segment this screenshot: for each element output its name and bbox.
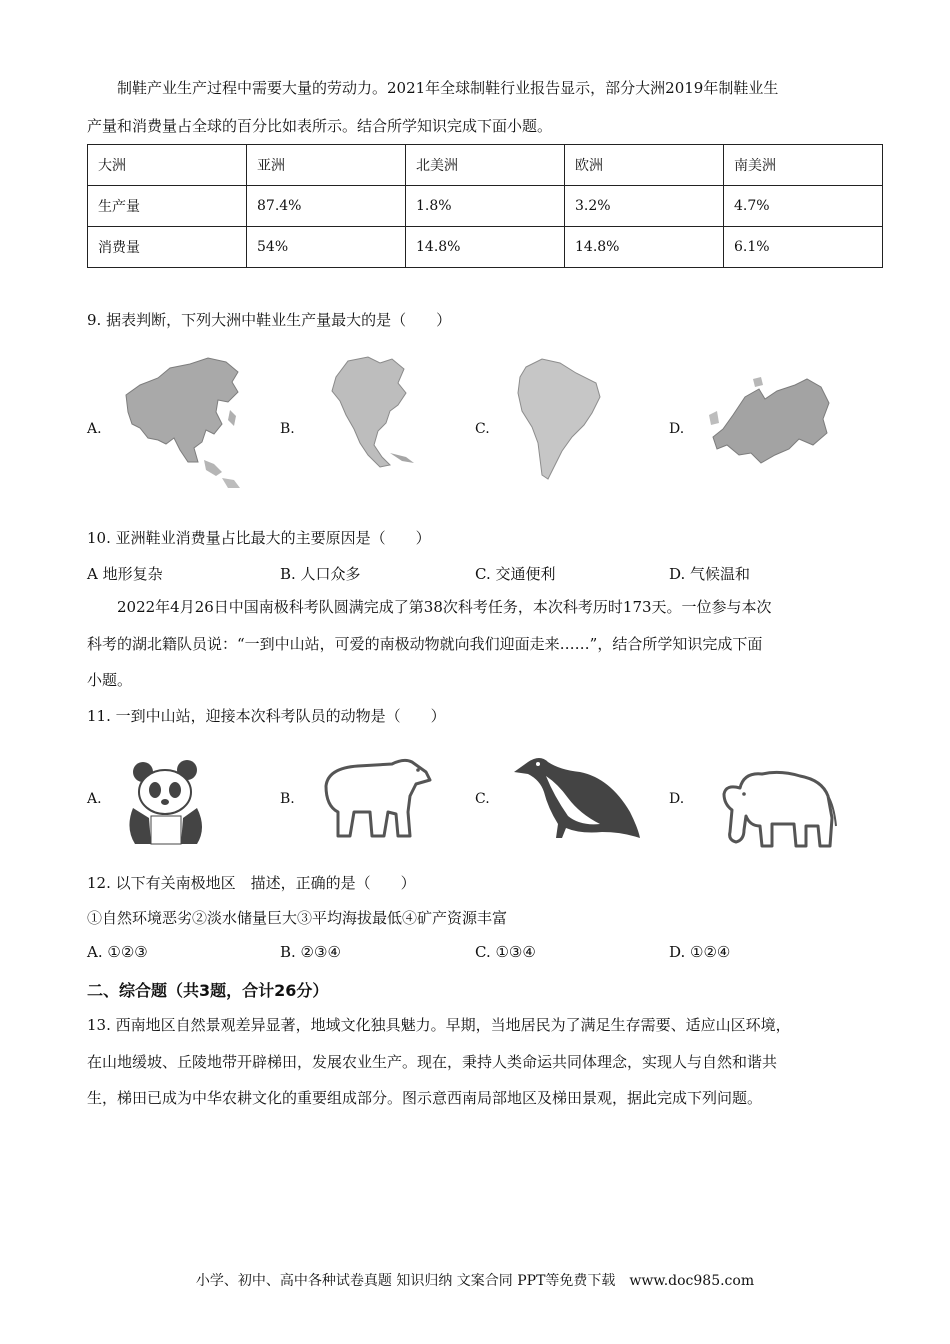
q12-statements: ①自然环境恶劣②淡水储量巨大③平均海拔最低④矿产资源丰富 bbox=[87, 909, 508, 927]
q12-options bbox=[87, 943, 887, 963]
south-america-map-icon bbox=[512, 355, 604, 483]
shoe-industry-table bbox=[87, 144, 883, 268]
q13-line-3: 生，梯田已成为中华农耕文化的重要组成部分。图示意西南局部地区及梯田景观，据此完成下列问题。 bbox=[87, 1089, 763, 1107]
q11-option-c-letter: C. bbox=[475, 791, 490, 807]
q10-stem: 10. 亚洲鞋业消费量占比最大的主要原因是（ ） bbox=[87, 529, 431, 547]
q12-option-b: B. ②③④ bbox=[280, 943, 341, 961]
table-header-cell: 大洲 bbox=[88, 145, 247, 186]
table-cell: 生产量 bbox=[88, 186, 247, 227]
table-header-cell: 亚洲 bbox=[247, 145, 406, 186]
section-heading: 二、综合题（共3题，合计26分） bbox=[87, 981, 329, 1000]
elephant-icon bbox=[710, 766, 838, 850]
q12-option-a: A. ①②③ bbox=[87, 943, 148, 961]
table-cell: 54% bbox=[247, 227, 406, 268]
q13-line-2: 在山地缓坡、丘陵地带开辟梯田，发展农业生产。现在，秉持人类命运共同体理念，实现人与自然和谐共 bbox=[87, 1053, 778, 1071]
table-cell: 14.8% bbox=[406, 227, 565, 268]
q10-options bbox=[87, 563, 887, 583]
q9-option-a-letter: A. bbox=[87, 421, 102, 437]
table-cell: 6.1% bbox=[724, 227, 883, 268]
intro-line-1: 制鞋产业生产过程中需要大量的劳动力。2021年全球制鞋行业报告显示，部分大洲2019年制鞋业生 bbox=[117, 79, 779, 97]
q9-option-c-letter: C. bbox=[475, 421, 490, 437]
q9-option-b-letter: B. bbox=[280, 421, 295, 437]
panda-icon bbox=[125, 758, 207, 846]
table-row bbox=[88, 227, 883, 268]
page-footer: 小学、初中、高中各种试卷真题 知识归纳 文案合同 PPT等免费下载 www.doc985.com bbox=[195, 1273, 755, 1289]
penguin-icon bbox=[510, 752, 642, 844]
q10-option-b: B. 人口众多 bbox=[280, 565, 361, 583]
north-america-map-icon bbox=[318, 353, 418, 473]
q9-stem: 9. 据表判断，下列大洲中鞋业生产量最大的是（ ） bbox=[87, 311, 452, 329]
q10-option-d: D. 气候温和 bbox=[669, 565, 751, 583]
q13-line-1: 13. 西南地区自然景观差异显著，地域文化独具魅力。早期，当地居民为了满足生存需要、适应山区环境， bbox=[87, 1016, 791, 1034]
q11-option-b-letter: B. bbox=[280, 791, 295, 807]
intro2-line-1: 2022年4月26日中国南极科考队圆满完成了第38次科考任务，本次科考历时173天。一位参与本次 bbox=[117, 598, 772, 616]
intro2-line-2: 科考的湖北籍队员说：“一到中山站，可爱的南极动物就向我们迎面走来……”，结合所学知识完成下面 bbox=[87, 635, 763, 653]
q11-stem: 11. 一到中山站，迎接本次科考队员的动物是（ ） bbox=[87, 707, 446, 725]
table-header-cell: 北美洲 bbox=[406, 145, 565, 186]
table-row bbox=[88, 186, 883, 227]
q10-option-a: A 地形复杂 bbox=[87, 565, 163, 583]
europe-map-icon bbox=[703, 375, 833, 467]
q12-stem: 12. 以下有关南极地区 描述，正确的是（ ） bbox=[87, 874, 416, 892]
q10-option-c: C. 交通便利 bbox=[475, 565, 556, 583]
table-header-cell: 欧洲 bbox=[565, 145, 724, 186]
polar-bear-icon bbox=[318, 756, 434, 842]
table-cell: 14.8% bbox=[565, 227, 724, 268]
q12-option-d: D. ①②④ bbox=[669, 943, 731, 961]
table-cell: 4.7% bbox=[724, 186, 883, 227]
q9-option-d-letter: D. bbox=[669, 421, 685, 437]
table-cell: 消费量 bbox=[88, 227, 247, 268]
q11-option-d-letter: D. bbox=[669, 791, 685, 807]
table-cell: 87.4% bbox=[247, 186, 406, 227]
table-cell: 3.2% bbox=[565, 186, 724, 227]
intro-line-2: 产量和消费量占全球的百分比如表所示。结合所学知识完成下面小题。 bbox=[87, 117, 553, 135]
intro2-line-3: 小题。 bbox=[87, 671, 133, 689]
q11-option-a-letter: A. bbox=[87, 791, 102, 807]
table-header-row bbox=[88, 145, 883, 186]
asia-map-icon bbox=[118, 350, 250, 492]
table-cell: 1.8% bbox=[406, 186, 565, 227]
q12-option-c: C. ①③④ bbox=[475, 943, 536, 961]
table-header-cell: 南美洲 bbox=[724, 145, 883, 186]
